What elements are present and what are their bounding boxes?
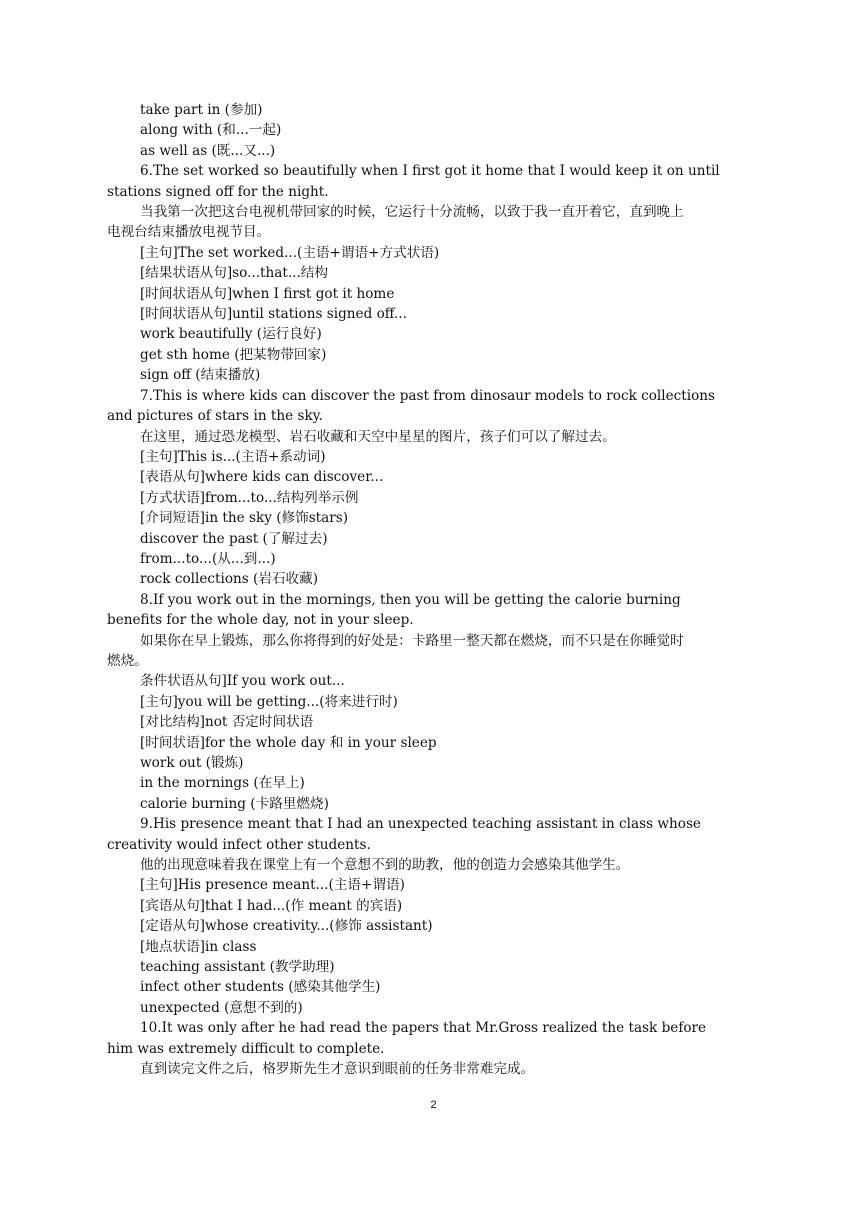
- text-line: [主句]you will be getting...(将来进行时): [140, 693, 398, 710]
- text-line: creativity would infect other students.: [107, 836, 371, 853]
- text-line: 燃烧。: [107, 652, 148, 669]
- text-line: along with (和...一起): [140, 122, 282, 139]
- text-line: work out (锻炼): [140, 755, 244, 771]
- text-line: [对比结构]not 否定时间状语: [140, 714, 314, 731]
- text-line: [时间状语]for the whole day 和 in your sleep: [140, 734, 437, 751]
- text-line: stations signed off for the night.: [107, 183, 329, 200]
- text-line: unexpected (意想不到的): [140, 999, 303, 1016]
- text-line: rock collections (岩石收藏): [140, 571, 319, 588]
- text-line: sign off (结束播放): [140, 367, 261, 384]
- text-line: 电视台结束播放电视节目。: [107, 224, 271, 241]
- text-line: [时间状语从句]until stations signed off...: [140, 306, 407, 323]
- text-line: 9.His presence meant that I had an unexpected teaching assistant in class whose: [140, 816, 701, 833]
- text-line: from...to...(从...到...): [140, 550, 276, 567]
- text-line: [主句]His presence meant...(主语+谓语): [140, 877, 405, 894]
- text-line: [主句]The set worked...(主语+谓语+方式状语): [140, 244, 440, 261]
- text-line: discover the past (了解过去): [140, 530, 328, 547]
- text-line: benefits for the whole day, not in your sleep.: [107, 612, 414, 629]
- text-line: work beautifully (运行良好): [140, 326, 322, 343]
- page-number: 2: [430, 1099, 437, 1111]
- text-line: him was extremely difficult to complete.: [107, 1040, 385, 1057]
- text-line: take part in (参加): [140, 102, 263, 118]
- text-line: 7.This is where kids can discover the past from dinosaur models to rock collections: [140, 387, 716, 404]
- text-line: 10.It was only after he had read the papers that Mr.Gross realized the task before: [140, 1020, 707, 1037]
- text-line: [介词短语]in the sky (修饰stars): [140, 510, 349, 527]
- text-line: 8.If you work out in the mornings, then you will be getting the calorie burning: [140, 591, 681, 608]
- text-line: as well as (既...又...): [140, 142, 276, 159]
- page-body: [107, 100, 775, 1080]
- text-line: [表语从句]where kids can discover...: [140, 469, 384, 486]
- text-line: 在这里，通过恐龙模型、岩石收藏和天空中星星的图片，孩子们可以了解过去。: [140, 428, 616, 445]
- text-line: [主句]This is...(主语+系动词): [140, 448, 326, 465]
- text-line: [结果状语从句]so...that...结构: [140, 265, 328, 282]
- text-line: calorie burning (卡路里燃烧): [140, 795, 329, 812]
- text-line: 条件状语从句]If you work out...: [140, 673, 345, 690]
- text-line: teaching assistant (教学助理): [140, 959, 335, 976]
- text-line: [方式状语]from...to...结构列举示例: [140, 489, 359, 506]
- text-line: in the mornings (在早上): [140, 775, 305, 792]
- text-line: [定语从句]whose creativity...(修饰 assistant): [140, 918, 433, 935]
- text-line: and pictures of stars in the sky.: [107, 408, 323, 425]
- text-line: 6.The set worked so beautifully when I first got it home that I would keep it on until: [140, 163, 720, 180]
- text-line: 当我第一次把这台电视机带回家的时候，它运行十分流畅，以致于我一直开着它，直到晚上: [140, 204, 684, 221]
- text-line: 如果你在早上锻炼，那么你将得到的好处是：卡路里一整天都在燃烧，而不只是在你睡觉时: [140, 632, 684, 649]
- text-line: infect other students (感染其他学生): [140, 979, 381, 996]
- text-line: 他的出现意味着我在课堂上有一个意想不到的助教，他的创造力会感染其他学生。: [140, 857, 630, 874]
- text-line: [时间状语从句]when I first got it home: [140, 285, 395, 302]
- text-line: [地点状语]in class: [140, 938, 257, 955]
- text-line: 直到读完文件之后，格罗斯先生才意识到眼前的任务非常难完成。: [140, 1061, 535, 1078]
- text-line: [宾语从句]that I had...(作 meant 的宾语): [140, 897, 403, 914]
- text-line: get sth home (把某物带回家): [140, 346, 327, 363]
